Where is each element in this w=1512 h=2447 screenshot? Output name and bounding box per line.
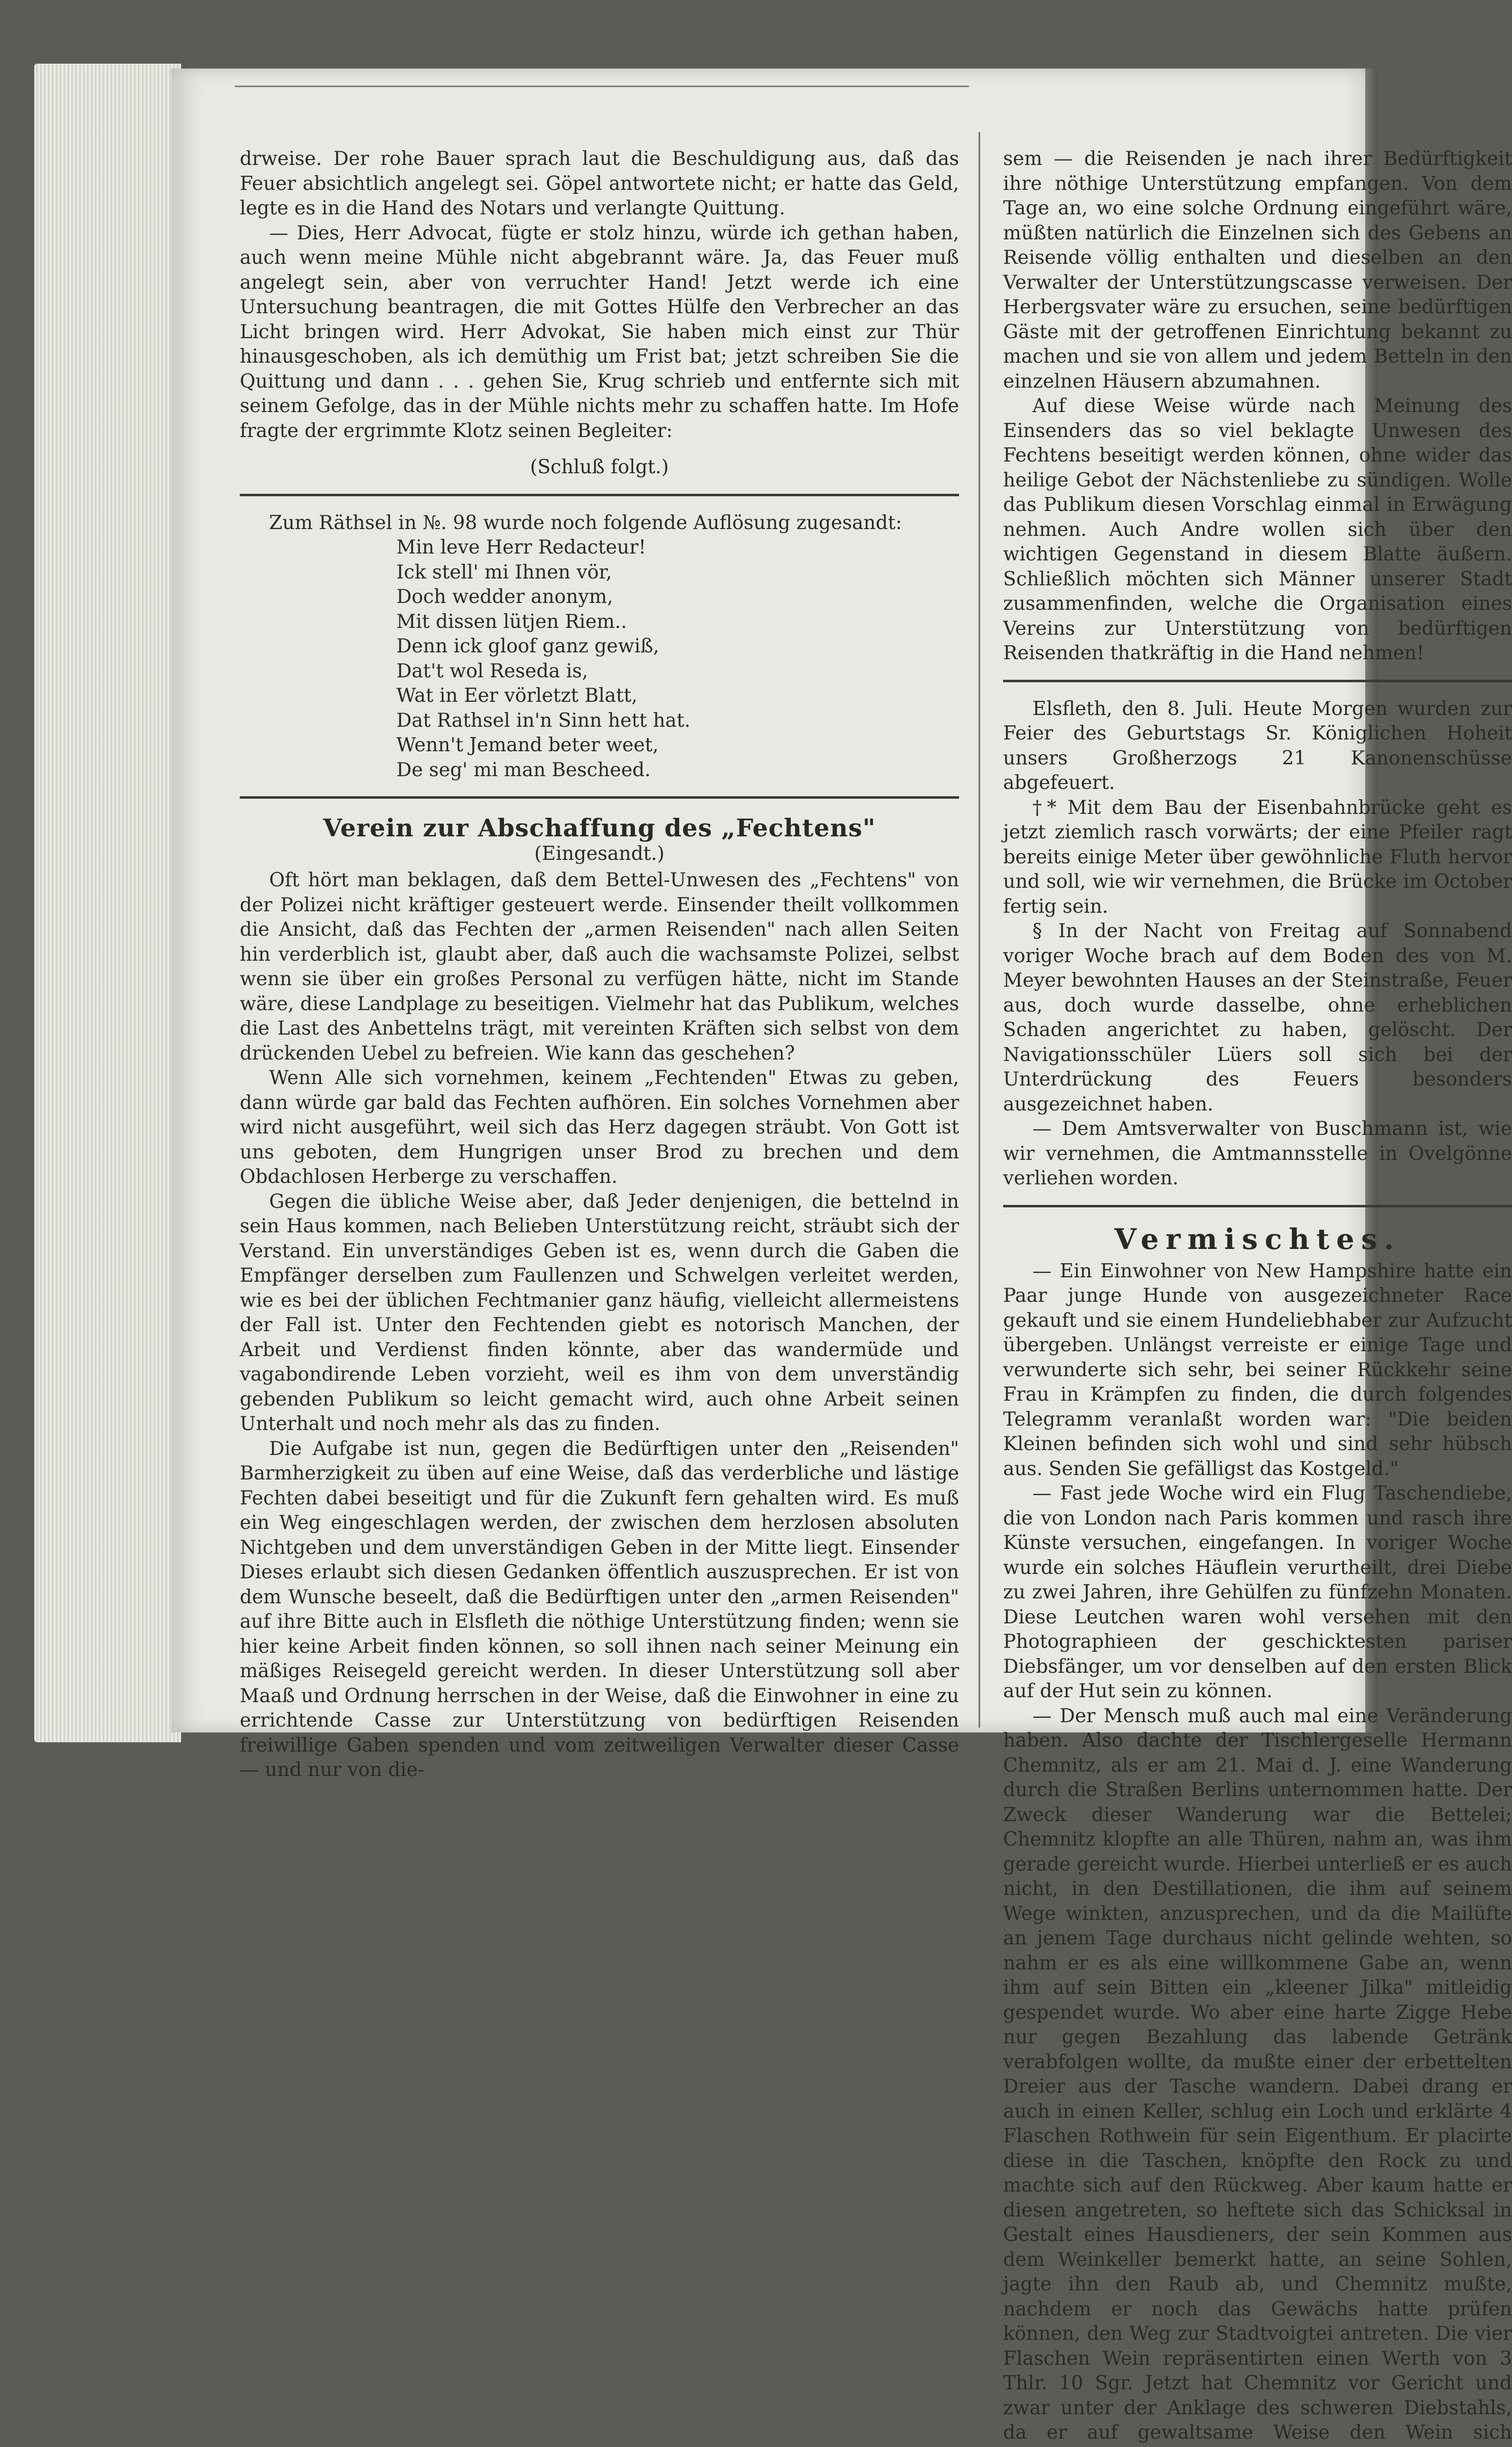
poem-line: Dat Rathsel in'n Sinn hett hat. [396, 709, 959, 734]
poem-line: Ick stell' mi Ihnen vör, [396, 560, 959, 585]
poem-line: De seg' mi man Bescheed. [396, 758, 959, 783]
article-subtitle: (Eingesandt.) [240, 843, 959, 865]
right-column [1003, 147, 1512, 2447]
news-item: — Dem Amtsverwalter von Buschmann ist, wie wir vernehmen, die Amtmannsstelle in Ovelgönne verliehen worden. [1003, 1117, 1512, 1191]
article-paragraph: Wenn Alle sich vornehmen, keinem „Fechtenden" Etwas zu geben, dann würde gar bald das Fechten aufhören. Ein solches Vornehmen aber wird nicht ausgeführt, weil sich das Herz dagegen sträubt. Von Gott ist uns geboten, dem Hungrigen unser Brod zu brechen und dem Obdachlosen Herberge zu verschaffen. [240, 1066, 959, 1190]
article-paragraph: Gegen die übliche Weise aber, daß Jeder denjenigen, die bettelnd in sein Haus kommen, nach Belieben Unterstützung reicht, sträubt sich der Verstand. Ein unverständiges Geben ist es, wenn durch die Gaben die Empfänger derselben zum Faullenzen und Schwelgen verleitet werden, wie es bei der üblichen Fechtmanier ganz häufig, vielleicht allermeistens der Fall ist. Unter den Fechtenden giebt es notorisch Manchen, der Arbeit und Verdienst finden könnte, aber das wandermüde und vagabondirende Leben vorzieht, weil es ihm von dem unverständig gebenden Publikum so leicht gemacht wird, auch ohne Arbeit seinen Unterhalt und noch mehr als das zu finden. [240, 1190, 959, 1437]
misc-item: — Der Mensch muß auch mal eine Veränderung haben. Also dachte der Tischlergeselle Hermann Chemnitz, als er am 21. Mai d. J. eine Wanderung durch die Straßen Berlins unternommen hatte. Der Zweck dieser Wanderung war die Bettelei; Chemnitz klopfte an alle Thüren, nahm an, was ihm gerade gereicht wurde. Hierbei unterließ er es auch nicht, in den Destillationen, die ihm auf seinem Wege winkten, anzusprechen, und da die Mailüfte an jenem Tage durchaus nicht gelinde wehten, so nahm er es als eine willkommene Gabe an, wenn ihm auf sein Bitten ein „kleener Jilka" mitleidig gespendet wurde. Wo aber eine harte Zigge Hebe nur gegen Bezahlung das labende Getränk verabfolgen wollte, da mußte einer der erbettelten Dreier aus der Tasche wandern. Dabei drang er auch in einen Keller, schlug ein Loch und erklärte 4 Flaschen Rothwein für sein Eigenthum. Er placirte diese in die Taschen, knöpfte den Rock zu und machte sich auf den Rückweg. Aber kaum hatte er diesen angetreten, so heftete sich das Schicksal in Gestalt eines Hausdieners, der sein Kommen aus dem Weinkeller bemerkt hatte, an seine Sohlen, jagte ihn den Raub ab, und Chemnitz mußte, nachdem er noch das Gewächs hatte prüfen können, den Weg zur Stadtvoigtei antreten. Die vier Flaschen Wein repräsentirten einen Werth von 3 Thlr. 10 Sgr. Jetzt hat Chemnitz vor Gericht und zwar unter der Anklage des schweren Diebstahls, da er auf gewaltsame Weise den Wein sich [1003, 1704, 1512, 2447]
poem-line: Denn ick gloof ganz gewiß, [396, 634, 959, 659]
riddle-intro: Zum Räthsel in №. 98 wurde noch folgende Auflösung zugesandt: [240, 511, 959, 536]
article-paragraph: Auf diese Weise würde nach Meinung des Einsenders das so viel beklagte Unwesen des Fechtens beseitigt werden können, ohne wider das heilige Gebot der Nächstenliebe zu sündigen. Wolle das Publikum diesen Vorschlag einmal in Erwägung nehmen. Auch Andre wollen sich über den wichtigen Gegenstand in diesem Blatte äußern. Schließlich möchten sich Männer unserer Stadt zusammenfinden, welche die Organisation eines Vereins zur Unterstützung von bedürftigen Reisenden thatkräftig in die Hand nehmen! [1003, 394, 1512, 666]
separator-rule [1003, 680, 1512, 682]
column-divider [979, 132, 980, 1728]
separator-rule [240, 494, 959, 496]
poem-line: Doch wedder anonym, [396, 585, 959, 610]
article-paragraph: sem — die Reisenden je nach ihrer Bedürftigkeit ihre nöthige Unterstützung empfangen. Von dem Tage an, wo eine solche Ordnung eingeführt wäre, müßten natürlich die Einzelnen sich des Gebens an Reisende völlig enthalten und dieselben an den Verwalter der Unterstützungscasse verweisen. Der Herbergsvater wäre zu ersuchen, seine bedürftigen Gäste mit der getroffenen Einrichtung bekannt zu machen und sie von allem und jedem Betteln in den einzelnen Häusern abzumahnen. [1003, 147, 1512, 394]
story-paragraph: drweise. Der rohe Bauer sprach laut die Beschuldigung aus, daß das Feuer absichtlich angelegt sei. Göpel antwortete nicht; er hatte das Geld, legte es in die Hand des Notars und verlangte Quittung. [240, 147, 959, 221]
section-title: Vermischtes. [1003, 1222, 1512, 1256]
news-item: †* Mit dem Bau der Eisenbahnbrücke geht es jetzt ziemlich rasch vorwärts; der eine Pfeiler ragt bereits einige Meter über gewöhnliche Fluth hervor und soll, wie wir vernehmen, die Brücke im October fertig sein. [1003, 796, 1512, 920]
misc-item: — Fast jede Woche wird ein Flug Taschendiebe, die von London nach Paris kommen und rasch ihre Künste versuchen, eingefangen. In voriger Woche wurde ein solches Häuflein verurtheilt, drei Diebe zu zwei Jahren, ihre Gehülfen zu fünfzehn Monaten. Diese Leutchen waren wohl versehen mit den Photographieen der geschicktesten pariser Diebsfänger, um vor denselben auf den ersten Blick auf der Hut sein zu können. [1003, 1481, 1512, 1704]
top-rule [235, 86, 969, 87]
article-paragraph: Oft hört man beklagen, daß dem Bettel-Unwesen des „Fechtens" von der Polizei nicht kräftiger gesteuert werde. Einsender theilt vollkommen die Ansicht, daß das Fechten der „armen Reisenden" nach allen Seiten hin verderblich ist, glaubt aber, daß auch die wachsamste Polizei, selbst wenn sie über ein großes Personal zu verfügen hätte, nicht im Stande wäre, diese Landplage zu beseitigen. Vielmehr hat das Publikum, welches die Last des Anbettelns trägt, mit vereinten Kräften sich selbst von dem drückenden Uebel zu befreien. Wie kann das geschehen? [240, 868, 959, 1066]
poem-line: Min leve Herr Redacteur! [396, 535, 959, 560]
story-paragraph: — Dies, Herr Advocat, fügte er stolz hinzu, würde ich gethan haben, auch wenn meine Mühle nicht abgebrannt wäre. Ja, das Feuer muß angelegt sein, aber von verruchter Hand! Jetzt werde ich eine Untersuchung beantragen, die mit Gottes Hülfe den Verbrecher an das Licht bringen wird. Herr Advokat, Sie haben mich einst zur Thür hinausgeschoben, als ich demüthig um Frist bat; jetzt schreiben Sie die Quittung und dann . . . gehen Sie, Krug schrieb und entfernte sich mit seinem Gefolge, das in der Mühle nichts mehr zu schaffen hatte. Im Hofe fragte der ergrimmte Klotz seinen Begleiter: [240, 221, 959, 444]
poem-line: Mit dissen lütjen Riem.. [396, 610, 959, 635]
news-item: § In der Nacht von Freitag auf Sonnabend voriger Woche brach auf dem Boden des von M. Meyer bewohnten Hauses an der Steinstraße, Feuer aus, doch wurde dasselbe, ohne erheblichen Schaden angerichtet zu haben, gelöscht. Der Navigationsschüler Lüers soll sich bei der Unterdrückung des Feuers besonders ausgezeichnet haben. [1003, 919, 1512, 1117]
separator-rule [1003, 1205, 1512, 1207]
article-paragraph: Die Aufgabe ist nun, gegen die Bedürftigen unter den „Reisenden" Barmherzigkeit zu üben auf eine Weise, daß das verderbliche und lästige Fechten dabei beseitigt und für die Zukunft fern gehalten wird. Es muß ein Weg eingeschlagen werden, der zwischen dem herzlosen absoluten Nichtgeben und dem unverständigen Geben in der Mitte liegt. Einsender Dieses erlaubt sich diesen Gedanken öffentlich auszusprechen. Er ist von dem Wunsche beseelt, daß die Bedürftigen unter den „armen Reisenden" auf ihre Bitte auch in Elsfleth die nöthige Unterstützung finden; wenn sie hier keine Arbeit finden können, so soll ihnen nach seiner Meinung ein mäßiges Reisegeld gereicht werden. In dieser Unterstützung soll aber Maaß und Ordnung herrschen in der Weise, daß die Einwohner in eine zu errichtende Casse zur Unterstützung von bedürftigen Reisenden freiwillige Gaben spenden und vom zeitweiligen Verwalter dieser Casse — und nur von die- [240, 1437, 959, 1783]
newspaper-page [171, 69, 1365, 1732]
poem-line: Wenn't Jemand beter weet, [396, 733, 959, 758]
poem-line: Wat in Eer vörletzt Blatt, [396, 684, 959, 709]
book-page-edges [34, 64, 181, 1742]
left-column [240, 147, 959, 1783]
poem-line: Dat't wol Reseda is, [396, 659, 959, 684]
news-item: Elsfleth, den 8. Juli. Heute Morgen wurden zur Feier des Geburtstags Sr. Königlichen Hoheit unsers Großherzogs 21 Kanonenschüsse abgefeuert. [1003, 697, 1512, 796]
separator-rule [240, 796, 959, 799]
poem [396, 535, 959, 783]
article-title: Verein zur Abschaffung des „Fechtens" [240, 813, 959, 843]
misc-item: — Ein Einwohner von New Hampshire hatte ein Paar junge Hunde von ausgezeichneter Race gekauft und sie einem Hundeliebhaber zur Aufzucht übergeben. Unlängst verreiste er einige Tage und verwunderte sich sehr, bei seiner Rückkehr seine Frau in Krämpfen zu finden, die durch folgendes Telegramm veranlaßt worden war: "Die beiden Kleinen befinden sich wohl und sind sehr hübsch aus. Senden Sie gefälligst das Kostgeld." [1003, 1259, 1512, 1482]
continued-note: (Schluß folgt.) [240, 455, 959, 480]
